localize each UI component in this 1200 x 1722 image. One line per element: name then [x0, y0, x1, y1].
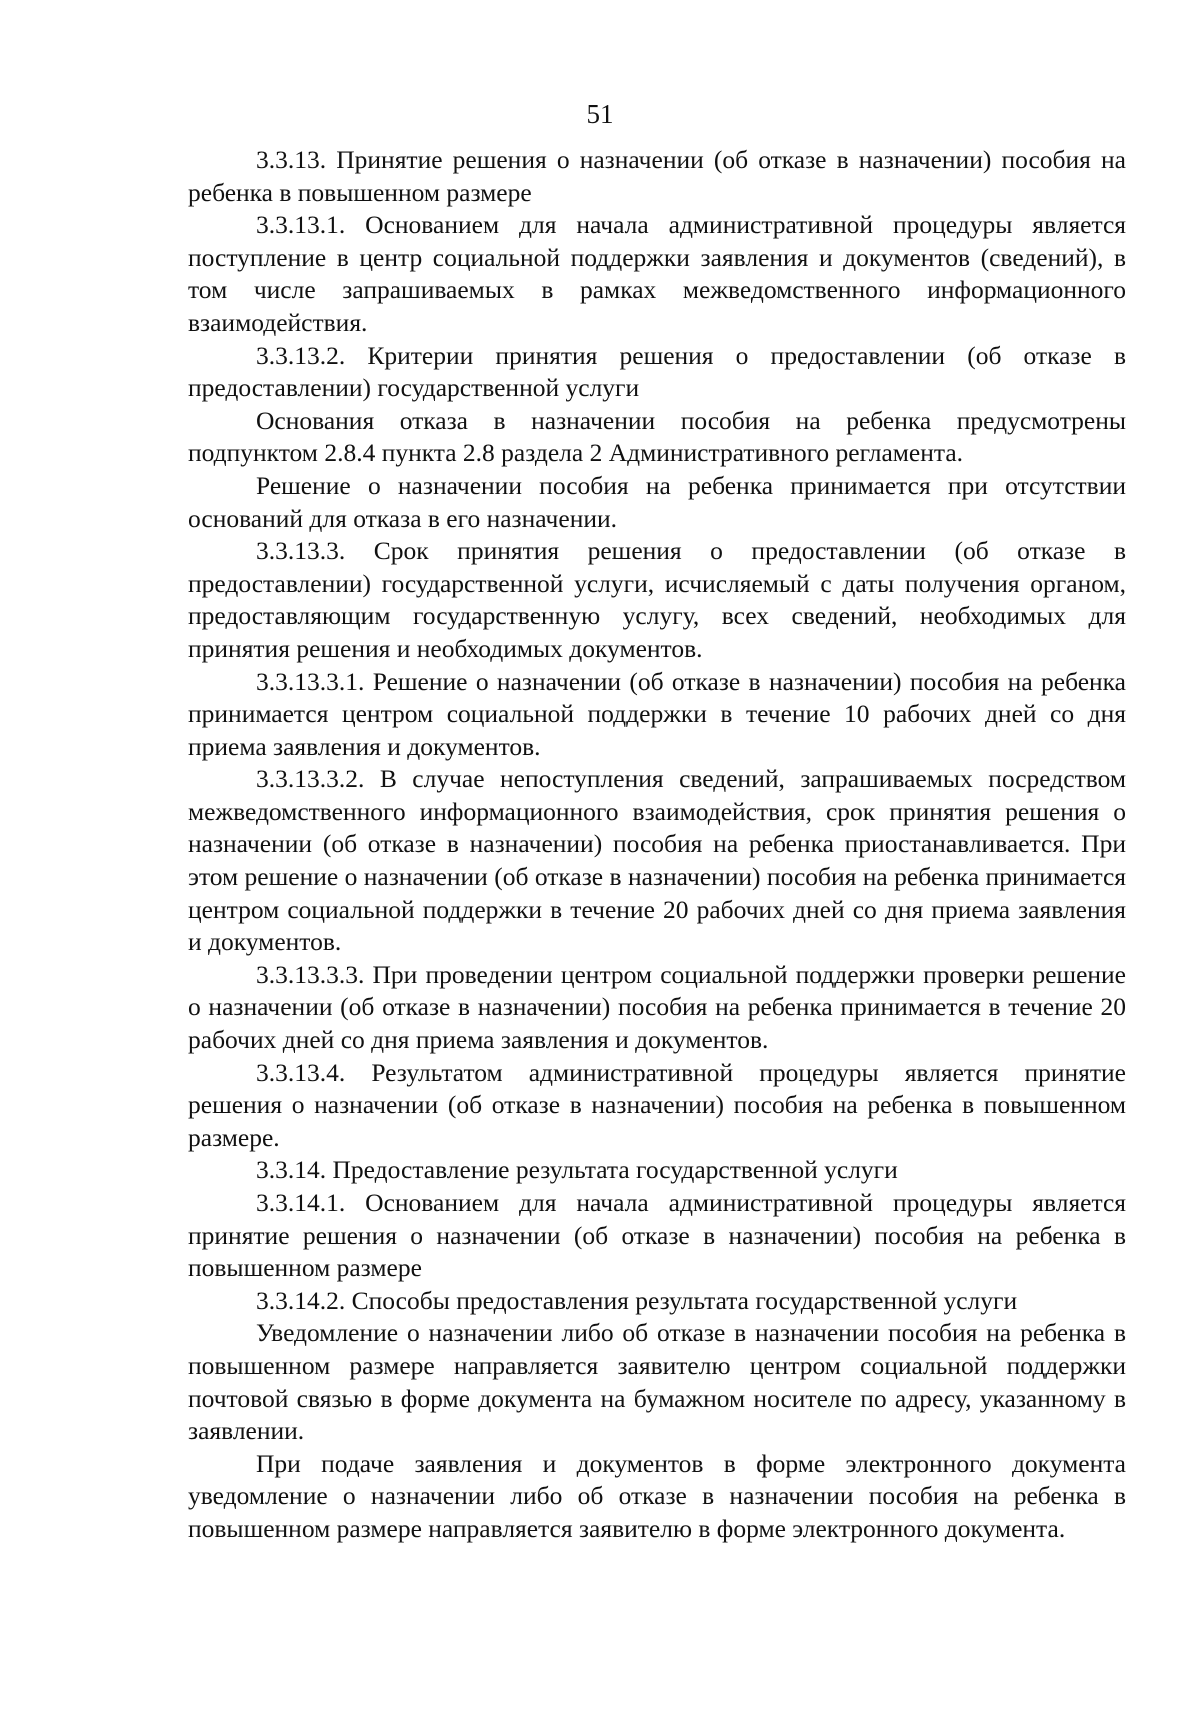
document-body [188, 144, 1126, 1546]
paragraph-3-3-13-3-1: 3.3.13.3.1. Решение о назначении (об отказе в назначении) пособия на ребенка принимается центром социальной поддержки в течение 10 рабочих дней со дня приема заявления и документов. [188, 666, 1126, 761]
paragraph-3-3-13-2: 3.3.13.2. Критерии принятия решения о предоставлении (об отказе в предоставлении) государственной услуги [188, 340, 1126, 403]
paragraph-3-3-13-3-3: 3.3.13.3.3. При проведении центром социальной поддержки проверки решение о назначении (об отказе в назначении) пособия на ребенка принимается в течение 20 рабочих дней со дня приема заявления и документов. [188, 959, 1126, 1055]
paragraph-postal-notice: Уведомление о назначении либо об отказе в назначении пособия на ребенка в повышенном размере направляется заявителю центром социальной поддержки почтовой связью в форме документа на бумажном носителе по адресу, указанному в заявлении. [188, 1318, 1126, 1446]
paragraph-3-3-13-1: 3.3.13.1. Основанием для начала административной процедуры является поступление в центр социальной поддержки заявления и документов (сведений), в том числе запрашиваемых в рамках межведомственного информационного взаимодействия. [188, 210, 1126, 337]
paragraph-refusal-grounds: Основания отказа в назначении пособия на ребенка предусмотрены подпунктом 2.8.4 пункта 2.8 раздела 2 Административного регламента. [188, 405, 1126, 468]
paragraph-3-3-13: 3.3.13. Принятие решения о назначении (об отказе в назначении) пособия на ребенка в повышенном размере [188, 145, 1126, 207]
page-number: 51 [586, 99, 614, 129]
paragraph-3-3-13-3-2: 3.3.13.3.2. В случае непоступления сведений, запрашиваемых посредством межведомственного информационного взаимодействия, срок принятия решения о назначении (об отказе в назначении) пособия на ребенка приостанавливается. При этом решение о назначении (об отказе в назначении) пособия на ребенка принимается центром социальной поддержки в течение 20 рабочих дней со дня приема заявления и документов. [188, 764, 1126, 957]
paragraph-3-3-13-3: 3.3.13.3. Срок принятия решения о предоставлении (об отказе в предоставлении) государственной услуги, исчисляемый с даты получения органом, предоставляющим государственную услугу, всех сведений, необходимых для принятия решения и необходимых документов. [188, 536, 1126, 663]
paragraph-electronic-notice: При подаче заявления и документов в форме электронного документа уведомление о назначении либо об отказе в назначении пособия на ребенка в повышенном размере направляется заявителю в форме электронного документа. [188, 1448, 1126, 1543]
paragraph-3-3-14: 3.3.14. Предоставление результата государственной услуги [256, 1155, 898, 1185]
paragraph-3-3-14-2: 3.3.14.2. Способы предоставления результата государственной услуги [256, 1285, 1018, 1315]
paragraph-3-3-13-4: 3.3.13.4. Результатом административной процедуры является принятие решения о назначении (об отказе в назначении) пособия на ребенка в повышенном размере. [188, 1057, 1126, 1152]
paragraph-decision-condition: Решение о назначении пособия на ребенка принимается при отсутствии оснований для отказа в его назначении. [188, 470, 1126, 533]
paragraph-3-3-14-1: 3.3.14.1. Основанием для начала административной процедуры является принятие решения о назначении (об отказе в назначении) пособия на ребенка в повышенном размере [188, 1188, 1126, 1283]
